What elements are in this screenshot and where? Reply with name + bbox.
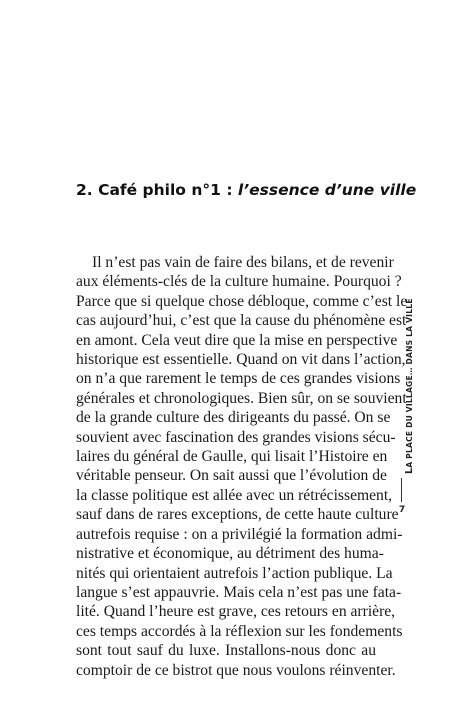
running-head-rest: A PLACE DU VILLAGE… DANS LA VILLE: [405, 298, 414, 468]
text-line: on n’a que rarement le temps de ces grandes visions: [76, 370, 401, 388]
text-line: générales et chronologiques. Bien sûr, on se souvient: [76, 389, 407, 407]
chapter-subtitle: l’essence d’une ville: [237, 181, 417, 199]
text-line: lité. Quand l’heure est grave, ces retours en arrière,: [76, 603, 396, 621]
text-line: comptoir de ce bistrot que nous voulons réinventer.: [76, 661, 396, 679]
running-head-initial: L: [404, 467, 415, 474]
page-number: 7: [398, 505, 406, 515]
text-line: nistrative et économique, au détriment des huma-: [76, 545, 384, 563]
text-line: ces temps accordés à la réflexion sur les fondements: [76, 622, 403, 640]
text-line: cas aujourd’hui, c’est que la cause du phénomène est: [76, 312, 407, 330]
running-head-rule: [401, 478, 402, 502]
text-line: sauf dans de rares exceptions, de cette haute culture: [76, 506, 399, 524]
text-line: laires du général de Gaulle, qui lisait l’Histoire en: [76, 448, 388, 466]
text-line: aux éléments-clés de la culture humaine. Pourquoi ?: [76, 273, 402, 291]
text-line: Parce que si quelque chose débloque, comme c’est le: [76, 292, 408, 310]
text-line: de la grande culture des dirigeants du passé. On se: [76, 409, 391, 427]
text-line: Il n’est pas vain de faire des bilans, et de revenir: [92, 254, 394, 271]
text-line: sont tout sauf du luxe. Installons-nous donc au: [76, 642, 376, 660]
text-line: véritable penseur. On sait aussi que l’évolution de: [76, 467, 387, 485]
text-line: autrefois requise : on a privilégié la formation admi-: [76, 525, 403, 543]
text-line: nités qui orientaient autrefois l’action publique. La: [76, 564, 393, 582]
text-line: souvient avec fascination des grandes visions sécu-: [76, 428, 396, 446]
text-line: historique est essentielle. Quand on vit dans l’action,: [76, 351, 406, 369]
text-line: la classe politique est allée avec un rétrécissement,: [76, 486, 393, 504]
running-head: [404, 298, 415, 474]
text-line: en amont. Cela veut dire que la mise en perspective: [76, 331, 398, 349]
text-line: langue s’est appauvrie. Mais cela n’est pas une fata-: [76, 583, 402, 601]
body-paragraph: [76, 253, 408, 680]
chapter-number-label: 2. Café philo n°1 :: [76, 181, 238, 199]
chapter-title: [76, 180, 417, 200]
